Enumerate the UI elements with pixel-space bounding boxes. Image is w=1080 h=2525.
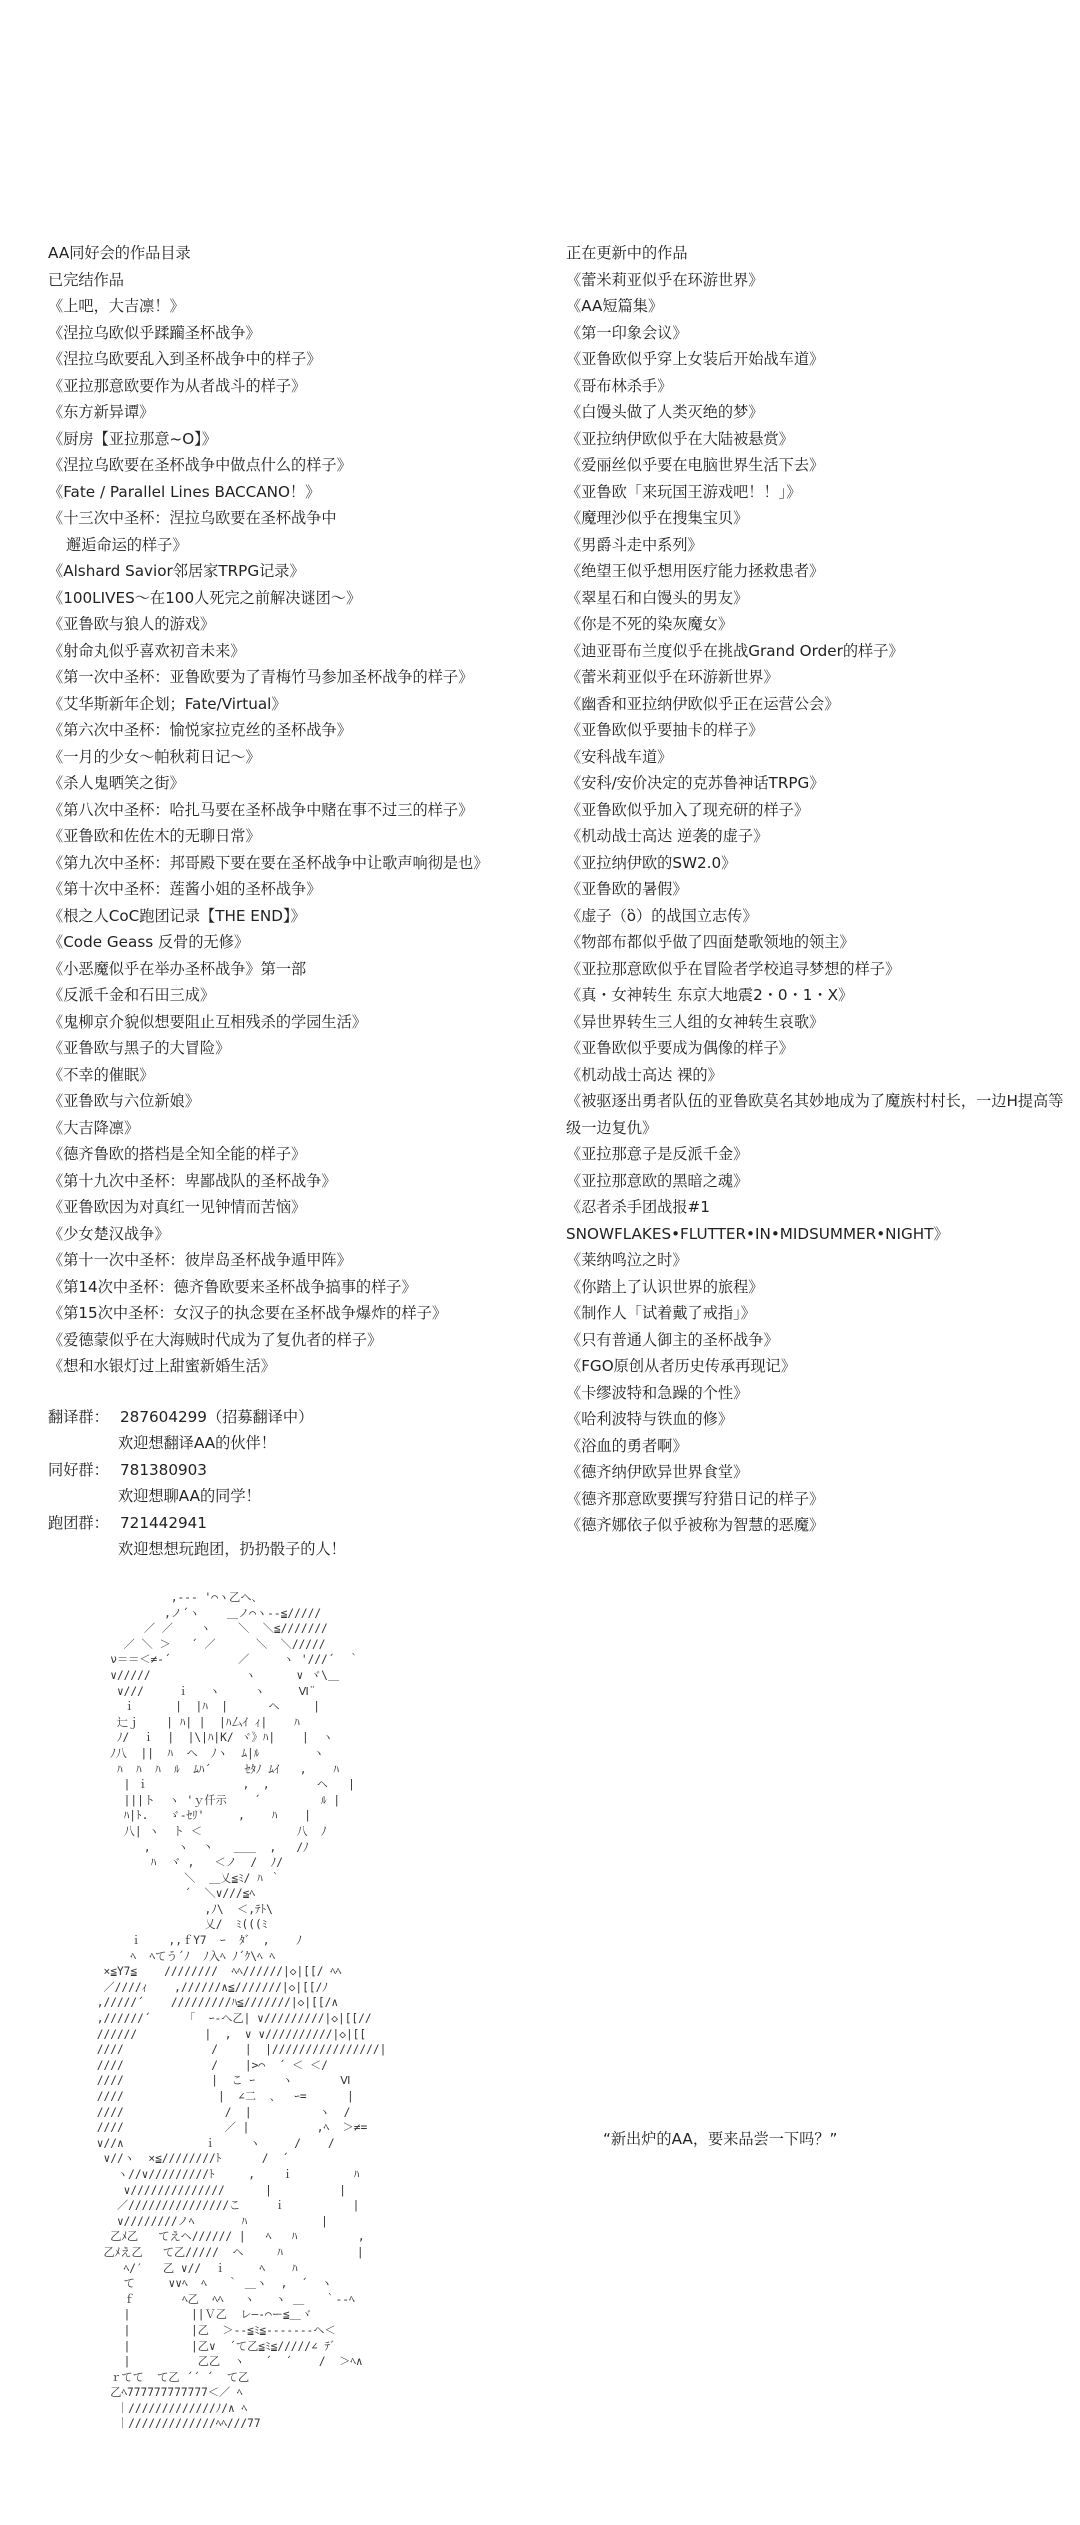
work-title-link[interactable]: 《亚拉那意子是反派千金》 bbox=[566, 1145, 749, 1163]
work-title-link[interactable]: 《第14次中圣杯：德齐鲁欧要来圣杯战争搞事的样子》 bbox=[48, 1277, 417, 1296]
catalog-heading: AA同好会的作品目录 bbox=[48, 244, 191, 262]
work-title-link[interactable]: 《第九次中圣杯：邦哥殿下要在要在圣杯战争中让歌声响彻是也》 bbox=[48, 853, 489, 872]
work-title-link[interactable]: 《根之人CoC跑团记录【THE END】》 bbox=[48, 906, 306, 925]
work-title-link[interactable]: 《FGO原创从者历史传承再现记》 bbox=[566, 1357, 796, 1375]
work-title-link[interactable]: 《不幸的催眠》 bbox=[48, 1065, 155, 1084]
work-title-link[interactable]: 《AA短篇集》 bbox=[566, 297, 664, 315]
ongoing-works-list-3 bbox=[566, 1247, 1066, 1539]
work-title-link[interactable]: 《亚拉纳伊欧似乎在大陆被悬赏》 bbox=[566, 429, 794, 448]
work-title-link[interactable]: 《绝望王似乎想用医疗能力拯救患者》 bbox=[566, 562, 825, 580]
work-title-link[interactable]: 《爱丽丝似乎要在电脑世界生活下去》 bbox=[566, 456, 825, 474]
work-title-link[interactable]: 《虚子（ὃ）的战国立志传》 bbox=[566, 906, 758, 925]
work-title-link[interactable]: 《艾华斯新年企划；Fate/Virtual》 bbox=[48, 694, 287, 713]
work-title-link[interactable]: 《幽香和亚拉纳伊欧似乎正在运营公会》 bbox=[566, 694, 840, 713]
work-title-link[interactable]: 《厨房【亚拉那意~O】》 bbox=[48, 429, 217, 448]
work-title-link[interactable]: 《安科战车道》 bbox=[566, 747, 673, 766]
work-title-link[interactable]: 《亚拉纳伊欧的SW2.0》 bbox=[566, 853, 737, 872]
work-title-link[interactable]: 《你踏上了认识世界的旅程》 bbox=[566, 1277, 764, 1296]
work-title-link[interactable]: 《Fate / Parallel Lines BACCANO！》 bbox=[48, 482, 321, 501]
work-title-link[interactable]: 《第十一次中圣杯：彼岸岛圣杯战争遁甲阵》 bbox=[48, 1251, 352, 1269]
ongoing-works-list-2 bbox=[566, 1141, 1066, 1194]
completed-works-list bbox=[48, 293, 568, 1380]
work-title-link[interactable]: 《亚鲁欧与黑子的大冒险》 bbox=[48, 1039, 231, 1057]
work-title-link[interactable]: 《亚鲁欧和佐佐木的无聊日常》 bbox=[48, 827, 261, 845]
work-title-link[interactable]: 《德齐那意欧要撰写狩猎日记的样子》 bbox=[566, 1489, 825, 1508]
work-title-link[interactable]: 《莱纳鸣泣之时》 bbox=[566, 1251, 688, 1269]
work-title-link[interactable]: 《只有普通人御主的圣杯战争》 bbox=[566, 1330, 779, 1349]
work-title-link[interactable]: 《被驱逐出勇者队伍的亚鲁欧莫名其妙地成为了魔族村村长，一边H提高等级一边复仇》 bbox=[566, 1092, 1064, 1137]
work-title-link[interactable]: 《大吉降凛》 bbox=[48, 1118, 140, 1137]
group-row bbox=[48, 1510, 568, 1537]
work-title-link[interactable]: 《反派千金和石田三成》 bbox=[48, 986, 216, 1004]
work-title-link[interactable]: 《浴血的勇者啊》 bbox=[566, 1436, 688, 1455]
work-title-link[interactable]: 《杀人鬼晒笑之街》 bbox=[48, 774, 185, 792]
work-title-link[interactable]: 《爱德蒙似乎在大海贼时代成为了复仇者的样子》 bbox=[48, 1330, 383, 1349]
work-title-link[interactable]: 《哈利波特与铁血的修》 bbox=[566, 1410, 734, 1428]
group-number[interactable]: 781380903 bbox=[120, 1460, 207, 1479]
work-title-link[interactable]: 《亚鲁欧与狼人的游戏》 bbox=[48, 615, 216, 633]
work-title-link[interactable]: 《100LIVES～在100人死完之前解决谜团～》 bbox=[48, 588, 362, 607]
group-number[interactable]: 287604299（招募翻译中） bbox=[120, 1407, 314, 1426]
work-title-link[interactable]: 《蕾米莉亚似乎在环游新世界》 bbox=[566, 668, 779, 686]
work-title-link[interactable]: 《亚拉那意欧的黑暗之魂》 bbox=[566, 1171, 749, 1190]
work-title-link[interactable]: 《忍者杀手团战报#1 SNOWFLAKES•FLUTTER•IN•MIDSUMMER•NIGHT》 bbox=[566, 1198, 949, 1243]
work-title-link[interactable]: 《涅拉乌欧似乎蹂躏圣杯战争》 bbox=[48, 323, 261, 342]
work-title-link[interactable]: 《机动战士高达 裸的》 bbox=[566, 1065, 723, 1084]
work-title-link[interactable]: 《亚鲁欧「来玩国王游戏吧！！」》 bbox=[566, 482, 802, 501]
ongoing-heading: 正在更新中的作品 bbox=[566, 244, 688, 262]
work-title-link[interactable]: 《小恶魔似乎在举办圣杯战争》第一部 bbox=[48, 959, 307, 978]
work-title-link[interactable]: 《物部布都似乎做了四面楚歌领地的领主》 bbox=[566, 933, 855, 951]
work-title-link[interactable]: 《鬼柳京介貌似想要阻止互相残杀的学园生活》 bbox=[48, 1012, 367, 1031]
group-number[interactable]: 721442941 bbox=[120, 1513, 207, 1532]
work-title-link[interactable]: 《异世界转生三人组的女神转生哀歌》 bbox=[566, 1012, 825, 1031]
work-title-link[interactable]: 《第一次中圣杯：亚鲁欧要为了青梅竹马参加圣杯战争的样子》 bbox=[48, 668, 474, 686]
work-title-link[interactable]: 《卡缪波特和急躁的个性》 bbox=[566, 1383, 749, 1402]
work-title-link[interactable]: 《蕾米莉亚似乎在环游世界》 bbox=[566, 270, 764, 289]
work-title-link[interactable]: 《安科/安价决定的克苏鲁神话TRPG》 bbox=[566, 774, 825, 792]
work-title-link[interactable]: 《亚拉那意欧似乎在冒险者学校追寻梦想的样子》 bbox=[566, 959, 901, 978]
work-title-link[interactable]: 《涅拉乌欧要乱入到圣杯战争中的样子》 bbox=[48, 350, 322, 368]
work-title-link[interactable]: 《白馒头做了人类灭绝的梦》 bbox=[566, 403, 764, 421]
ascii-art-illustration: ,-‐‐ '⌒ヽ乙へ、 ,ノ´ヽ ＿ノ⌒ヽ-‐≦///// ／ ／ ヽ ＼ ＼≦/////// ／ ＼ ＞ ´ ／ ＼ ＼///// ν＝＝＜≠-´ ／ ヽ '///´ ｀ ∨///// ヽ ∨ ヾ\＿ ∨/// ｉ ヽ ヽ Ⅵ¨ ｉ | |ﾊ | ヘ | 辷ｊ | ﾊ| | |ﾊ厶ｲ ｨ| ﾊ ﾉ/ ｉ | |\|ﾊ|K/ ヾ》ﾊ| | ヽ ﾉ八 || ﾊ ヘ ﾉヽ ﾑ|ﾙ ヽ ﾊ ﾊ ﾊ ﾙ ﾑﾊ´ ｾﾀﾉ ﾑｲ , ﾊ | ｉ , , ヘ | |||ト ヽ 'ｙ仟示 ´ ﾙ | ﾊ|ﾄ. ゞ-ｾﾘ' , ﾊ | 八| ヽ ト ＜ 八 ﾉ , ヽ 丶 ＿＿ , /ﾉ ﾊ ヾ , ＜ノ / ﾉ/ ＼ ＿乂≦ﾐ/ ﾊ ｀ ´ ＼∨///≦ﾍ ,ﾉ\ ＜,ﾃﾄ\ 乂/ ﾐ(((ﾐ ｉ ,,ｆY7 ｰ ﾀ゛ , ﾉ ﾍ ﾍてう´ﾉ ﾉ入ﾍ ﾉ´ｸ\ﾍ ﾍ ×≦Y7≦ //////// ﾍﾍ//////|◇|[[/ ﾍﾍ ／////ｨ ,//////∧≦///////|◇|[[/ﾉ ,/////´ /////////ﾊ≦///////|◇|[[/∧ ,//////´ 「 ｰ‐へ乙| ∨/////////|◇|[[// ////// | , ∨ ∨//////////|◇|[[ //// / | |////////////////| //// / |>⌒ ´ ＜ ＜/ //// | こ ｰ ヽ Ⅵ //// | ∠二 、 ｰ= | //// / | ヽ / //// ／ | ,ﾍ ＞≠= ∨//∧ ｉ ヽ / / ∨//ヽ ×≦////////ﾄ / ´ ヽ//∨/////////ﾄ , ｉ ﾊ ∨////////////// | | ／///////////////こ ｉ | ∨////////ノﾍ ﾊ | 乙ﾒ乙 てえヘ////// | ﾍ ﾊ , 乙ﾒえ乙 て乙///// ヘ ﾊ | ﾍ/′ 乙 ∨// ｉ ﾍ ﾊ て ∨∨ﾍ ﾍ ｀ ＿ヽ , ´ ヽ ｆ ﾍ乙 ﾍﾍ ヽ ヽ ＿ ｀‐‐ﾍ | ||Ｖ乙 レ―‐⌒ー≦＿ヾ | |乙 ＞‐‐≦ﾐ≦‐‐‐‐‐‐‐ヘ＜ | |乙∨ ´て乙≦ﾐ≦/////∠ ﾃﾞ | 乙乙 ヽ ´ ´ / ＞ﾍ∧ ｒてて て乙 ´´ ´ て乙 乙ﾍ777777777777＜／ ﾍ ｜/////////////ﾉ/∧ ﾍ ｜/////////////ﾍﾍ///77 bbox=[96, 1591, 387, 2431]
work-title-link[interactable]: 《德齐娜依子似乎被称为智慧的恶魔》 bbox=[566, 1516, 825, 1534]
work-title-link[interactable]: 《射命丸似乎喜欢初音未来》 bbox=[48, 641, 246, 660]
completed-heading: 已完结作品 bbox=[48, 270, 124, 289]
work-title-link[interactable]: 《哥布林杀手》 bbox=[566, 376, 673, 395]
work-title-link[interactable]: 《机动战士高达 逆袭的虚子》 bbox=[566, 827, 769, 845]
work-title-link[interactable]: 《Alshard Savior邻居家TRPG记录》 bbox=[48, 562, 305, 580]
work-title-link[interactable]: 《第六次中圣杯：愉悦家拉克丝的圣杯战争》 bbox=[48, 721, 352, 739]
work-title-link[interactable]: 《翠星石和白馒头的男友》 bbox=[566, 588, 749, 607]
work-title-link[interactable]: 《亚鲁欧因为对真红一见钟情而苦恼》 bbox=[48, 1198, 307, 1216]
work-title-link[interactable]: 《真・女神转生 东京大地震2・0・1・X》 bbox=[566, 986, 854, 1004]
work-title-link[interactable]: 《迪亚哥布兰度似乎在挑战Grand Order的样子》 bbox=[566, 641, 904, 660]
group-row bbox=[48, 1457, 568, 1484]
group-note: 欢迎想翻译AA的伙伴！ bbox=[118, 1434, 276, 1452]
work-title-link[interactable]: 《涅拉乌欧要在圣杯战争中做点什么的样子》 bbox=[48, 456, 352, 474]
work-title-link[interactable]: 《男爵斗走中系列》 bbox=[566, 535, 703, 554]
work-title-link[interactable]: 《德齐纳伊欧异世界食堂》 bbox=[566, 1463, 749, 1481]
work-title-link[interactable]: 《亚鲁欧与六位新娘》 bbox=[48, 1092, 200, 1110]
work-title-link[interactable]: 《亚鲁欧似乎穿上女装后开始战车道》 bbox=[566, 350, 825, 368]
work-title-link[interactable]: 《你是不死的染灰魔女》 bbox=[566, 615, 734, 633]
group-note: 欢迎想聊AA的同学！ bbox=[118, 1487, 261, 1505]
group-label: 同好群： bbox=[48, 1460, 109, 1479]
work-title-link[interactable]: 《第八次中圣杯：哈扎马要在圣杯战争中赌在事不过三的样子》 bbox=[48, 800, 474, 819]
work-title-link[interactable]: 《第一印象会议》 bbox=[566, 323, 688, 342]
group-note: 欢迎想想玩跑团，扔扔骰子的人！ bbox=[118, 1540, 346, 1558]
work-title-link[interactable]: 《亚鲁欧似乎要成为偶像的样子》 bbox=[566, 1039, 794, 1057]
work-title-link[interactable]: 《魔理沙似乎在搜集宝贝》 bbox=[566, 509, 749, 527]
work-title-link[interactable]: 《Code Geass 反骨的无修》 bbox=[48, 933, 250, 951]
work-title-link[interactable]: 《制作人「试着戴了戒指」》 bbox=[566, 1304, 756, 1322]
work-title-link[interactable]: 《十三次中圣杯：涅拉乌欧要在圣杯战争中 bbox=[48, 509, 337, 527]
group-label: 跑团群： bbox=[48, 1513, 109, 1532]
work-title-link[interactable]: 《德齐鲁欧的搭档是全知全能的样子》 bbox=[48, 1145, 307, 1163]
group-row bbox=[48, 1404, 568, 1431]
ongoing-works-column bbox=[566, 240, 1066, 1539]
work-title-link[interactable]: 《少女楚汉战争》 bbox=[48, 1224, 170, 1243]
group-info bbox=[48, 1404, 568, 1563]
work-title-link[interactable]: 《想和水银灯过上甜蜜新婚生活》 bbox=[48, 1357, 276, 1375]
work-title-link[interactable]: 《亚鲁欧的暑假》 bbox=[566, 880, 688, 898]
art-caption-quote: “新出炉的AA，要来品尝一下吗？” bbox=[603, 2130, 838, 2148]
work-title-link[interactable]: 《东方新异谭》 bbox=[48, 403, 155, 421]
work-title-link[interactable]: 《一月的少女～帕秋莉日记～》 bbox=[48, 747, 261, 766]
work-title-link[interactable]: 邂逅命运的样子》 bbox=[66, 535, 188, 554]
work-title-link[interactable]: 《第15次中圣杯：女汉子的执念要在圣杯战争爆炸的样子》 bbox=[48, 1304, 448, 1322]
work-title-link[interactable]: 《亚鲁欧似乎加入了现充研的样子》 bbox=[566, 800, 809, 819]
spacer bbox=[48, 1380, 568, 1404]
completed-works-column bbox=[48, 240, 568, 1563]
ongoing-works-list bbox=[566, 267, 1066, 1089]
work-title-link[interactable]: 《上吧，大吉凛！》 bbox=[48, 297, 185, 315]
work-title-link[interactable]: 《亚鲁欧似乎要抽卡的样子》 bbox=[566, 721, 764, 739]
work-title-link[interactable]: 《亚拉那意欧要作为从者战斗的样子》 bbox=[48, 376, 307, 395]
work-title-link[interactable]: 《第十九次中圣杯：卑鄙战队的圣杯战争》 bbox=[48, 1171, 337, 1190]
work-title-link[interactable]: 《第十次中圣杯：莲酱小姐的圣杯战争》 bbox=[48, 880, 322, 898]
group-label: 翻译群： bbox=[48, 1407, 109, 1426]
